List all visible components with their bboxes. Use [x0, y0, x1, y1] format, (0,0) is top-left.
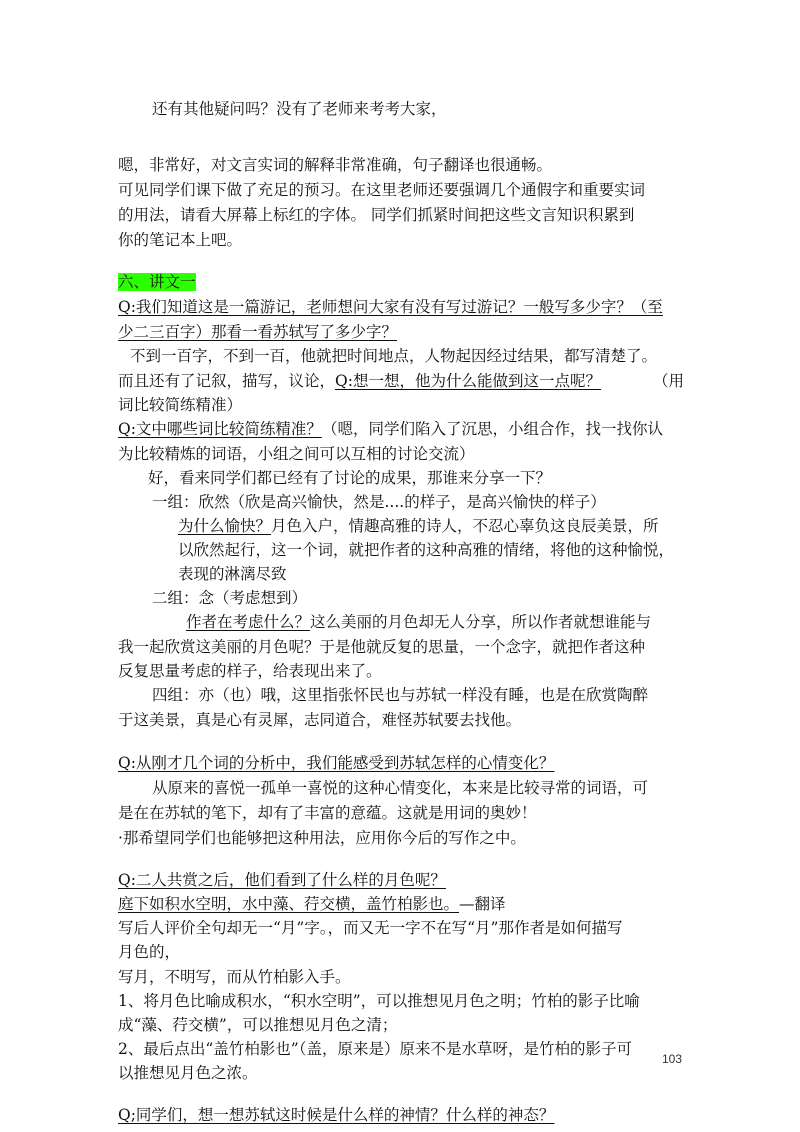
question-line: Q:我们知道这是一篇游记，老师想问大家有没有写过游记？一般写多少字？（至	[118, 298, 663, 316]
text-line: 1、将月色比喻成积水，“积水空明”，可以推想见月色之明；竹柏的影子比喻	[118, 992, 640, 1010]
text-line	[118, 370, 684, 392]
quoted-sentence: 庭下如积水空明，水中藻、荇交横，盖竹柏影也。	[118, 895, 460, 913]
text-line: 的用法，请看大屏幕上标红的字体。 同学们抓紧时间把这些文言知识积累到	[118, 206, 635, 224]
text-line: 你的笔记本上吧。	[118, 231, 243, 249]
text-line: 好，看来同学们都已经有了讨论的成果，那谁来分享一下？	[148, 469, 552, 487]
text-segment: （用	[652, 372, 684, 390]
text-line	[118, 893, 506, 915]
text-line: 是在在苏轼的笔下，却有了丰富的意蕴。这就是用词的奥妙！	[118, 804, 537, 822]
text-line	[186, 611, 651, 633]
text-line: 不到一百字，不到一百，他就把时间地点，人物起因经过结果，都写清楚了。	[130, 347, 658, 365]
text-line: 以欣然起行，这一个词，就把作者的这种高雅的情绪，将他的这种愉悦，	[178, 541, 675, 559]
question-line: Q:从刚才几个词的分析中，我们能感受到苏轼怎样的心情变化？	[118, 754, 555, 772]
highlighted-heading: 六、讲文一	[118, 273, 196, 291]
text-segment: 月色入户，情趣高雅的诗人，不忍心辜负这良辰美景，所	[271, 517, 659, 535]
text-line: 月色的，	[118, 943, 181, 961]
text-line: 从原来的喜悦一孤单一喜悦的这种心情变化，本来是比较寻常的词语，可	[152, 779, 649, 797]
text-line: 反复思量考虑的样子，给表现出来了。	[118, 662, 382, 680]
text-line: 为比较精炼的词语，小组之间可以互相的讨论交流）	[118, 445, 475, 463]
text-line: 我一起欣赏这美丽的月色呢？于是他就反复的思量，一个念字，就把作者这种	[118, 638, 646, 656]
text-segment: —翻译	[459, 895, 506, 913]
text-segment: （嗯，同学们陷入了沉思，小组合作，找一找你认	[321, 420, 663, 438]
text-line: 四组：亦（也）哦，这里指张怀民也与苏轼一样没有睡，也是在欣赏陶醉	[152, 686, 649, 704]
text-segment: 这么美丽的月色却无人分享，所以作者就想谁能与	[310, 613, 652, 631]
text-line: 于这美景，真是心有灵犀，志同道合，难怪苏轼要去找他。	[118, 711, 522, 729]
text-line	[118, 418, 663, 440]
text-line: 表现的淋漓尽致	[178, 565, 287, 583]
text-line: 词比较简练精准）	[118, 396, 243, 414]
question-text: Q:文中哪些词比较简练精准？	[118, 420, 322, 438]
section-heading	[118, 271, 196, 293]
text-line: 可见同学们课下做了充足的预习。在这里老师还要强调几个通假字和重要实词	[118, 181, 646, 199]
text-line: 2、最后点出“盖竹柏影也”（盖，原来是）原来不是水草呀，是竹柏的影子可	[118, 1040, 632, 1058]
text-line: 写月，不明写，而从竹柏影入手。	[118, 968, 351, 986]
text-line	[178, 515, 659, 537]
text-line: ·那希望同学们也能够把这种用法，应用你今后的写作之中。	[118, 829, 526, 847]
question-line: Q;同学们，想一想苏轼这时候是什么样的神情？什么样的神态？	[118, 1106, 555, 1124]
text-line: 以推想见月色之浓。	[118, 1064, 258, 1082]
question-text: 为什么愉快？	[178, 517, 272, 535]
question-line: Q:二人共赏之后，他们看到了什么样的月色呢？	[118, 871, 446, 889]
text-line: 一组：欣然（欣是高兴愉快，然是....的样子，是高兴愉快的样子）	[152, 493, 606, 511]
page-number: 103	[662, 1052, 683, 1066]
text-line: 二组：念（考虑想到）	[152, 589, 308, 607]
text-line: 写后人评价全句却无一“月”字。，而又无一字不在写“月”那作者是如何描写	[118, 919, 623, 937]
text-line: 嗯，非常好，对文言实词的解释非常准确，句子翻译也很通畅。	[118, 156, 553, 174]
text-line: 成“藻、荇交横”，可以推想见月色之清；	[118, 1016, 398, 1034]
text-segment: 而且还有了记叙，描写，议论，	[118, 372, 336, 390]
question-text: 少二三百字）那看一看苏轼写了多少字？	[118, 323, 398, 341]
text-line: 还有其他疑问吗？没有了老师来考考大家，	[152, 100, 447, 118]
question-text: Q:想一想，他为什么能做到这一点呢？	[335, 372, 601, 390]
question-text: 作者在考虑什么？	[186, 613, 311, 631]
text-line	[118, 321, 397, 343]
